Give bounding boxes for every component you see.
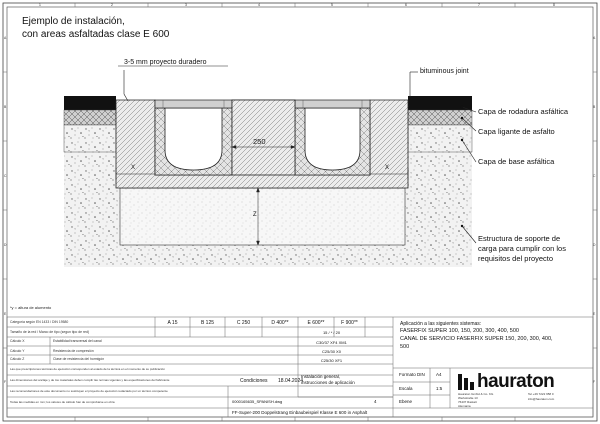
tb-value-dims: 15 / * / 20: [322, 330, 341, 335]
frame-row-label: F: [593, 380, 596, 384]
class-a15: A 15: [167, 320, 178, 326]
tb-format-value: A4: [436, 372, 442, 377]
frame-row-label: E: [4, 312, 7, 316]
annotation-wearing-layer: Capa de rodadura asfáltica: [478, 107, 569, 116]
class-e600: E 600**: [307, 320, 325, 326]
frame-row-label: D: [593, 243, 596, 247]
tb-phone: Tel +49 7222 958 0: [528, 392, 554, 396]
dimension-label-x-left: X: [131, 165, 136, 171]
frame-col-label: 1: [39, 3, 41, 7]
base-layer-left: [64, 125, 116, 152]
tb-scale-label: Escala: [399, 386, 413, 391]
annotation-durable: 3-5 mm proyecto duradero: [124, 59, 207, 66]
tb-param-desc-3: Clase de resistencia del hormigón: [53, 357, 105, 361]
frame-row-label: D: [4, 243, 7, 247]
binder-layer-left: [64, 110, 116, 125]
annotation-base-layer: Capa de base asfáltica: [478, 157, 555, 166]
annotation-support-line3: requisitos del proyecto: [478, 254, 554, 263]
channel-left: [155, 100, 232, 175]
dimension-label-z: Z: [253, 212, 257, 218]
tb-applies-line2: CANAL DE SERVICIO FASERFIX SUPER 150, 200, 300, 400,: [400, 336, 553, 342]
frame-col-label: 2: [111, 3, 113, 7]
frame-row-label: B: [593, 105, 596, 109]
tb-param-desc-1: Estabilidad transversal del canal: [53, 339, 102, 343]
drawing-title-line1: Ejemplo de instalación,: [22, 16, 125, 27]
tb-caption: FF-Super-200 Doppelstrang Einbaubeispiel Klasse E 600 in Asphalt: [232, 410, 368, 415]
tb-company-line2: Werkstraße 13: [458, 396, 478, 400]
tb-param-x: Cálculo X: [10, 339, 25, 343]
tb-company-line3: 76437 Rastatt: [458, 400, 477, 404]
frame-col-label: 6: [405, 3, 407, 7]
tb-company-line4: Alemania: [458, 404, 471, 408]
tb-applies-line3: 500: [400, 344, 410, 350]
frame-col-label: 5: [331, 3, 333, 7]
channel-right: [295, 100, 370, 175]
class-d400: D 400**: [271, 320, 289, 326]
drawing-title-line2: con areas asfaltadas clase E 600: [22, 29, 170, 40]
frame-col-label: 7: [478, 3, 480, 7]
dimension-label-250: 250: [253, 137, 266, 146]
frame-col-label: 3: [185, 3, 187, 7]
frame-row-label: C: [4, 174, 7, 178]
base-layer-right: [408, 125, 472, 152]
tb-category-label: Categoría según EN 1433 / DIN 19580: [10, 320, 69, 324]
tb-applies-line1: FASERFIX SUPER 100, 150, 200, 300, 400, 500: [400, 328, 519, 334]
tb-value-concrete2: C25/30 X0: [322, 349, 341, 354]
frame-row-label: A: [593, 36, 596, 40]
class-c250: C 250: [236, 320, 251, 326]
hauraton-logo-mark: [458, 374, 474, 390]
class-b125: B 125: [200, 320, 215, 326]
tb-install-desc-1: Instalación general,: [301, 374, 341, 379]
tb-param-y: Cálculo Y: [10, 349, 25, 353]
hauraton-logo-text: hauraton: [477, 371, 555, 392]
tb-scale-value: 1:5: [436, 386, 443, 391]
tb-page-number: 4: [374, 399, 377, 404]
support-structure: [120, 188, 405, 245]
tb-company-line1: Hauraton GmbH & Co. KG: [458, 392, 494, 396]
tb-size-label: Tamaño de la red / Marco de tipo (segun tipo de red): [10, 330, 89, 334]
tb-ebene-label: Ebene: [399, 399, 413, 404]
frame-row-label: E: [593, 312, 596, 316]
tb-install-desc-2: instrucciones de aplicación: [301, 380, 355, 385]
class-f900: F 900**: [341, 320, 358, 326]
frame-row-label: B: [4, 105, 7, 109]
wearing-layer-left: [64, 96, 116, 110]
tb-email: info@hauraton.com: [528, 397, 555, 401]
footnote: *y = altura de alumento: [10, 305, 52, 310]
tb-date: 18.04.2024: [278, 378, 304, 384]
annotation-binder-layer: Capa ligante de asfalto: [478, 127, 555, 136]
tb-param-desc-2: Resistencia de compresión: [53, 349, 94, 353]
dimension-label-x-right: X: [385, 165, 390, 171]
frame-row-label: F: [4, 380, 7, 384]
tb-format-label: Formato DIN: [399, 372, 425, 377]
frame-col-label: 8: [553, 3, 555, 7]
tb-applies-label: Aplicación a las siguientes sistemas:: [400, 321, 482, 327]
tb-note-4: Todas las medidas en mm; los valores de cálculo han de comprobarse en obra: [10, 400, 115, 404]
frame-row-label: C: [593, 174, 596, 178]
tb-filename: 0000165635_SPANISH.dwg: [232, 399, 283, 404]
tb-value-concrete1: C30/37 XF4 XM1: [316, 340, 347, 345]
tb-note-3: Las recomendaciones de este documento no sustituyen el proyecto de ejecución redactado por un técnico competente: [10, 389, 168, 393]
tb-conditions-label: Condiciones: [240, 378, 268, 384]
tb-value-concrete3: C25/30 XF1: [320, 358, 343, 363]
tb-note-1: Las que prescripciones técnicas de ejecución corresponden al estado de la técnica en el momento de su publicación: [10, 367, 165, 371]
tb-note-2: Las dimensiones del anclaje y de los materiales deben cumplir las normas vigentes y las especificaciones del fabricante: [10, 378, 170, 382]
frame-row-label: A: [4, 36, 7, 40]
annotation-support-line1: Estructura de soporte de: [478, 234, 561, 243]
tb-param-z: Cálculo Z: [10, 357, 25, 361]
annotation-support-line2: carga para cumplir con los: [478, 244, 566, 253]
annotation-bituminous-joint: bituminous joint: [420, 68, 469, 75]
frame-col-label: 4: [258, 3, 260, 7]
